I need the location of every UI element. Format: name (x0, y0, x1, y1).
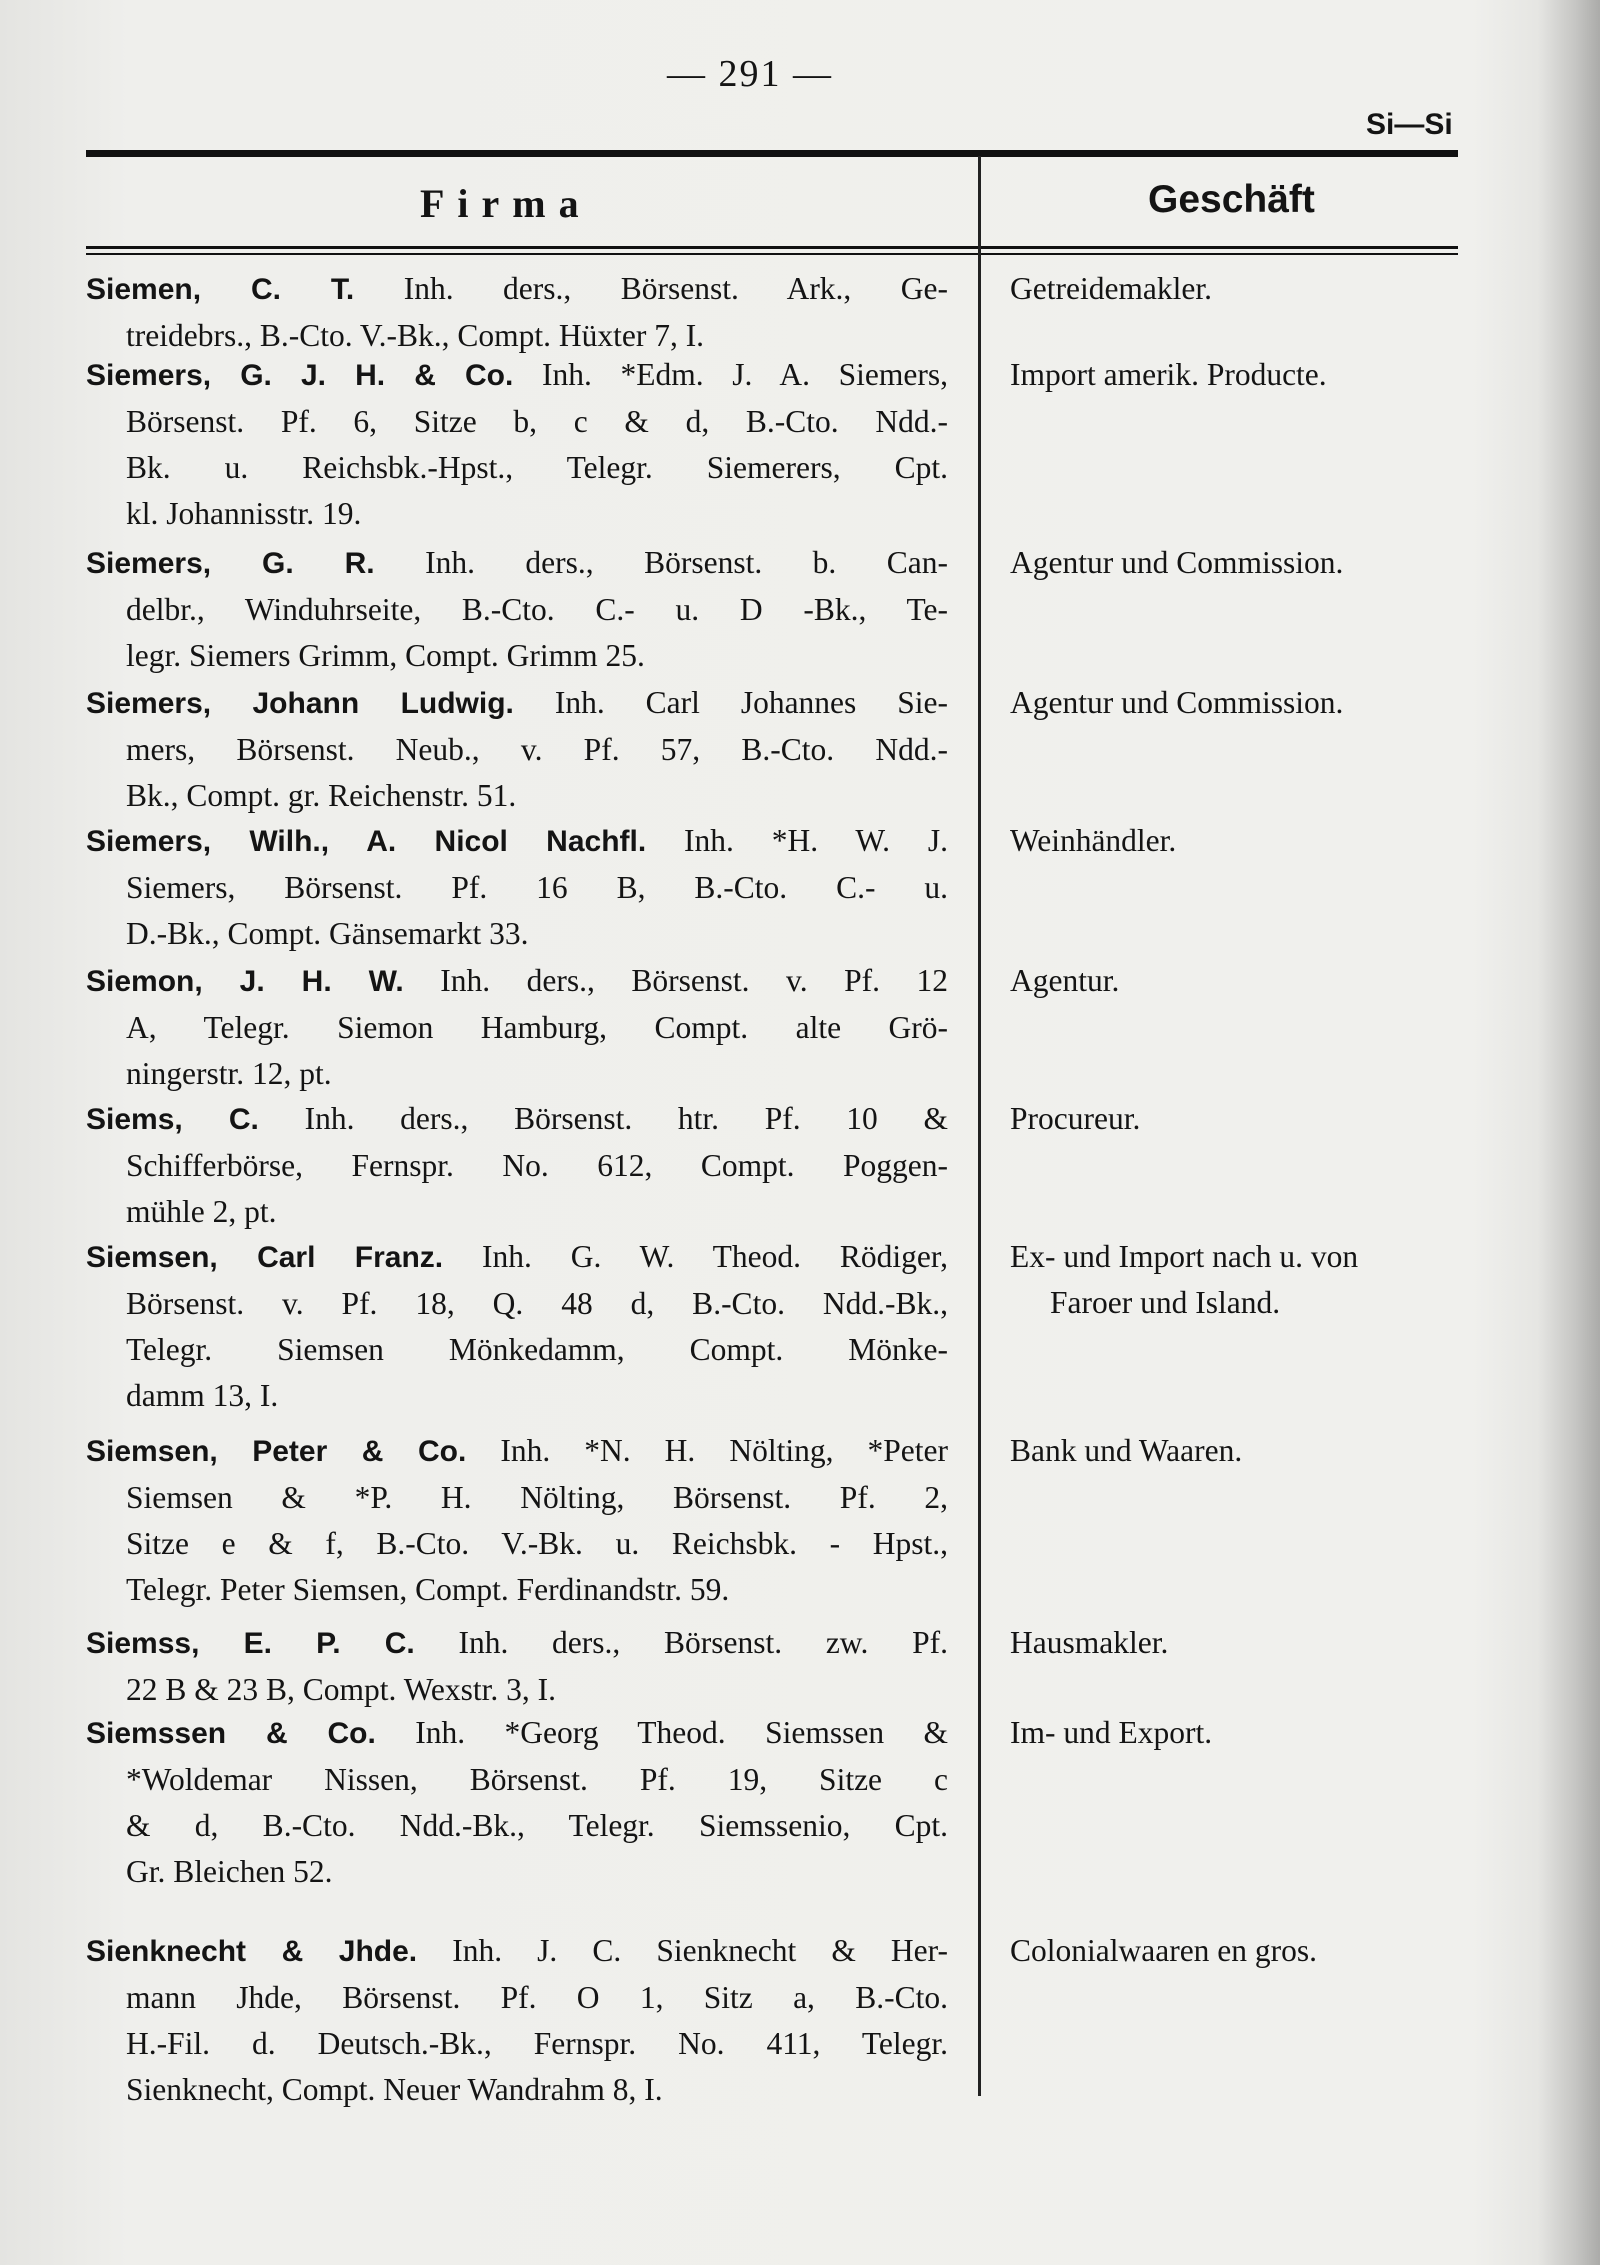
entry-line (86, 1620, 948, 1667)
entry-detail-line: Inh. ders., Börsenst. htr. Pf. 10 & (304, 1101, 949, 1136)
entry-name: Siemsen, Peter & Co. (86, 1435, 467, 1468)
entry-name: Siemsen, Carl Franz. (86, 1241, 444, 1274)
entry-line (86, 1234, 948, 1281)
entry-name: Siemers, Wilh., A. Nicol Nachfl. (86, 825, 647, 858)
entry-firma (86, 680, 948, 819)
entry-detail-line: legr. Siemers Grimm, Compt. Grimm 25. (126, 638, 645, 673)
entry-line (86, 352, 948, 399)
business-line: Weinhändler. (1010, 823, 1177, 858)
entry-geschaeft (1010, 1620, 1450, 1666)
entry-line (86, 1005, 948, 1051)
entry-name: Siemers, G. J. H. & Co. (86, 359, 514, 392)
entry-line (86, 1803, 948, 1849)
entry-geschaeft (1010, 1096, 1450, 1142)
entry-line (86, 491, 948, 537)
entry-detail-line: Schifferbörse, Fernspr. No. 612, Compt. Poggen- (126, 1148, 948, 1183)
business-line: Hausmakler. (1010, 1625, 1169, 1660)
entry-line (86, 1475, 948, 1521)
entry-name: Siemssen & Co. (86, 1717, 376, 1750)
business-line: Getreidemakler. (1010, 271, 1213, 306)
entry-line (86, 2021, 948, 2067)
entry-detail-line: & d, B.-Cto. Ndd.-Bk., Telegr. Siemssenio, Cpt. (126, 1808, 948, 1843)
entry-name: Siemers, Johann Ludwig. (86, 687, 514, 720)
entry-geschaeft (1010, 1234, 1450, 1326)
entry-detail-line: delbr., Winduhrseite, B.-Cto. C.- u. D -Bk., Te- (126, 592, 948, 627)
entry-detail-line: ningerstr. 12, pt. (126, 1056, 332, 1091)
entry-detail-line: Siemers, Börsenst. Pf. 16 B, B.-Cto. C.- u. (126, 870, 948, 905)
entry-detail-line: mers, Börsenst. Neub., v. Pf. 57, B.-Cto. Ndd.- (126, 732, 948, 767)
entry-firma (86, 1620, 948, 1713)
entry-geschaeft (1010, 958, 1450, 1004)
entry-name: Siemen, C. T. (86, 273, 355, 306)
entry-line (86, 727, 948, 773)
entry-geschaeft (1010, 1710, 1450, 1756)
entry-line (86, 1143, 948, 1189)
entry-detail-line: Inh. ders., Börsenst. zw. Pf. (458, 1625, 948, 1660)
entry-firma (86, 818, 948, 957)
entry-line (86, 1281, 948, 1327)
entry-firma (86, 266, 948, 359)
entry-detail-line: Inh. Carl Johannes Sie- (554, 685, 948, 720)
entry-geschaeft (1010, 1428, 1450, 1474)
entry-detail-line: mann Jhde, Börsenst. Pf. O 1, Sitz a, B.-Cto. (126, 1980, 948, 2015)
entry-line (86, 1849, 948, 1895)
entry-detail-line: Bk. u. Reichsbk.-Hpst., Telegr. Siemerers, Cpt. (126, 450, 948, 485)
entry-detail-line: Bk., Compt. gr. Reichenstr. 51. (126, 778, 517, 813)
entry-name: Siems, C. (86, 1103, 259, 1136)
entry-firma (86, 958, 948, 1097)
entry-detail-line: Inh. *N. H. Nölting, *Peter (500, 1433, 948, 1468)
entry-firma (86, 1234, 948, 1419)
page-edge-shadow (1538, 0, 1600, 2265)
entry-line (86, 633, 948, 679)
entry-detail-line: Inh. *Georg Theod. Siemssen & (415, 1715, 948, 1750)
business-line: Im- und Export. (1010, 1715, 1213, 1750)
page-number: — 291 — (667, 53, 833, 95)
entry-detail-line: mühle 2, pt. (126, 1194, 277, 1229)
entry-firma (86, 1096, 948, 1235)
entry-detail-line: Sitze e & f, B.-Cto. V.-Bk. u. Reichsbk. - Hpst., (126, 1526, 948, 1561)
business-line: Ex- und Import nach u. von (1010, 1239, 1359, 1274)
entry-line (86, 865, 948, 911)
entry-geschaeft (1010, 266, 1450, 312)
entry-line (86, 540, 948, 587)
entry-firma (86, 1710, 948, 1895)
entry-line (86, 1757, 948, 1803)
entry-line (86, 773, 948, 819)
business-line: Colonialwaaren en gros. (1010, 1933, 1318, 1968)
entry-geschaeft (1010, 1928, 1450, 1974)
entry-detail-line: Inh. ders., Börsenst. b. Can- (425, 545, 949, 580)
entry-line (86, 587, 948, 633)
entry-detail-line: Siemsen & *P. H. Nölting, Börsenst. Pf. 2, (126, 1480, 948, 1515)
alphabet-range: Si—Si (1366, 108, 1453, 141)
entry-geschaeft (1010, 352, 1450, 398)
entry-line (86, 1567, 948, 1613)
entry-line (86, 1428, 948, 1475)
entry-detail-line: Gr. Bleichen 52. (126, 1854, 333, 1889)
entry-line (86, 911, 948, 957)
entry-detail-line: A, Telegr. Siemon Hamburg, Compt. alte Grö- (126, 1010, 948, 1045)
entry-detail-line: Inh. ders., Börsenst. v. Pf. 12 (440, 963, 949, 998)
entry-detail-line: H.-Fil. d. Deutsch.-Bk., Fernspr. No. 411, Telegr. (126, 2026, 948, 2061)
business-line: Import amerik. Producte. (1010, 357, 1327, 392)
entry-line (86, 2067, 948, 2113)
entry-line (86, 399, 948, 445)
business-line: Bank und Waaren. (1010, 1433, 1243, 1468)
entry-detail-line: 22 B & 23 B, Compt. Wexstr. 3, I. (126, 1672, 557, 1707)
entry-detail-line: Inh. ders., Börsenst. Ark., Ge- (403, 271, 948, 306)
entry-detail-line: damm 13, I. (126, 1378, 279, 1413)
entry-name: Sienknecht & Jhde. (86, 1935, 418, 1968)
entry-line (86, 1667, 948, 1713)
header-rule-thin (86, 253, 1458, 255)
entry-line (86, 1975, 948, 2021)
entry-detail-line: Inh. *Edm. J. A. Siemers, (542, 357, 948, 392)
entry-line (86, 445, 948, 491)
column-header-firma: Firma (420, 181, 592, 226)
entry-firma (86, 540, 948, 679)
entry-line (86, 1928, 948, 1975)
entry-name: Siemers, G. R. (86, 547, 375, 580)
entry-line (86, 1710, 948, 1757)
business-line: Agentur. (1010, 963, 1120, 998)
entry-name: Siemon, J. H. W. (86, 965, 404, 998)
column-header-geschaeft: Geschäft (1148, 178, 1315, 221)
entry-line (86, 818, 948, 865)
entry-line (86, 680, 948, 727)
top-rule (86, 150, 1458, 157)
entry-geschaeft (1010, 540, 1450, 586)
entry-detail-line: Inh. *H. W. J. (684, 823, 948, 858)
business-line: Faroer und Island. (1050, 1285, 1281, 1320)
entry-line (86, 1096, 948, 1143)
entry-name: Siemss, E. P. C. (86, 1627, 415, 1660)
entry-detail-line: D.-Bk., Compt. Gänsemarkt 33. (126, 916, 529, 951)
entry-detail-line: Börsenst. Pf. 6, Sitze b, c & d, B.-Cto. Ndd.- (126, 404, 948, 439)
entry-line (86, 1373, 948, 1419)
column-divider (978, 156, 981, 2096)
entry-detail-line: Inh. J. C. Sienknecht & Her- (452, 1933, 948, 1968)
entry-detail-line: Telegr. Peter Siemsen, Compt. Ferdinandstr. 59. (126, 1572, 730, 1607)
entry-detail-line: Börsenst. v. Pf. 18, Q. 48 d, B.-Cto. Ndd.-Bk., (126, 1286, 948, 1321)
entry-line (86, 1051, 948, 1097)
entry-detail-line: kl. Johannisstr. 19. (126, 496, 362, 531)
entry-line (86, 266, 948, 313)
entry-firma (86, 1928, 948, 2113)
entry-line (86, 1189, 948, 1235)
entry-firma (86, 352, 948, 537)
header-rule (86, 246, 1458, 249)
entry-line (86, 1521, 948, 1567)
entry-geschaeft (1010, 818, 1450, 864)
business-line: Agentur und Commission. (1010, 685, 1344, 720)
business-line: Agentur und Commission. (1010, 545, 1344, 580)
entry-firma (86, 1428, 948, 1613)
entry-detail-line: Telegr. Siemsen Mönkedamm, Compt. Mönke- (126, 1332, 948, 1367)
entry-line (86, 958, 948, 1005)
entry-geschaeft (1010, 680, 1450, 726)
entry-detail-line: treidebrs., B.-Cto. V.-Bk., Compt. Hüxter 7, I. (126, 318, 705, 353)
entry-detail-line: Inh. G. W. Theod. Rödiger, (481, 1239, 948, 1274)
entry-line (86, 1327, 948, 1373)
business-line: Procureur. (1010, 1101, 1141, 1136)
entry-detail-line: *Woldemar Nissen, Börsenst. Pf. 19, Sitze c (126, 1762, 948, 1797)
entry-detail-line: Sienknecht, Compt. Neuer Wandrahm 8, I. (126, 2072, 663, 2107)
